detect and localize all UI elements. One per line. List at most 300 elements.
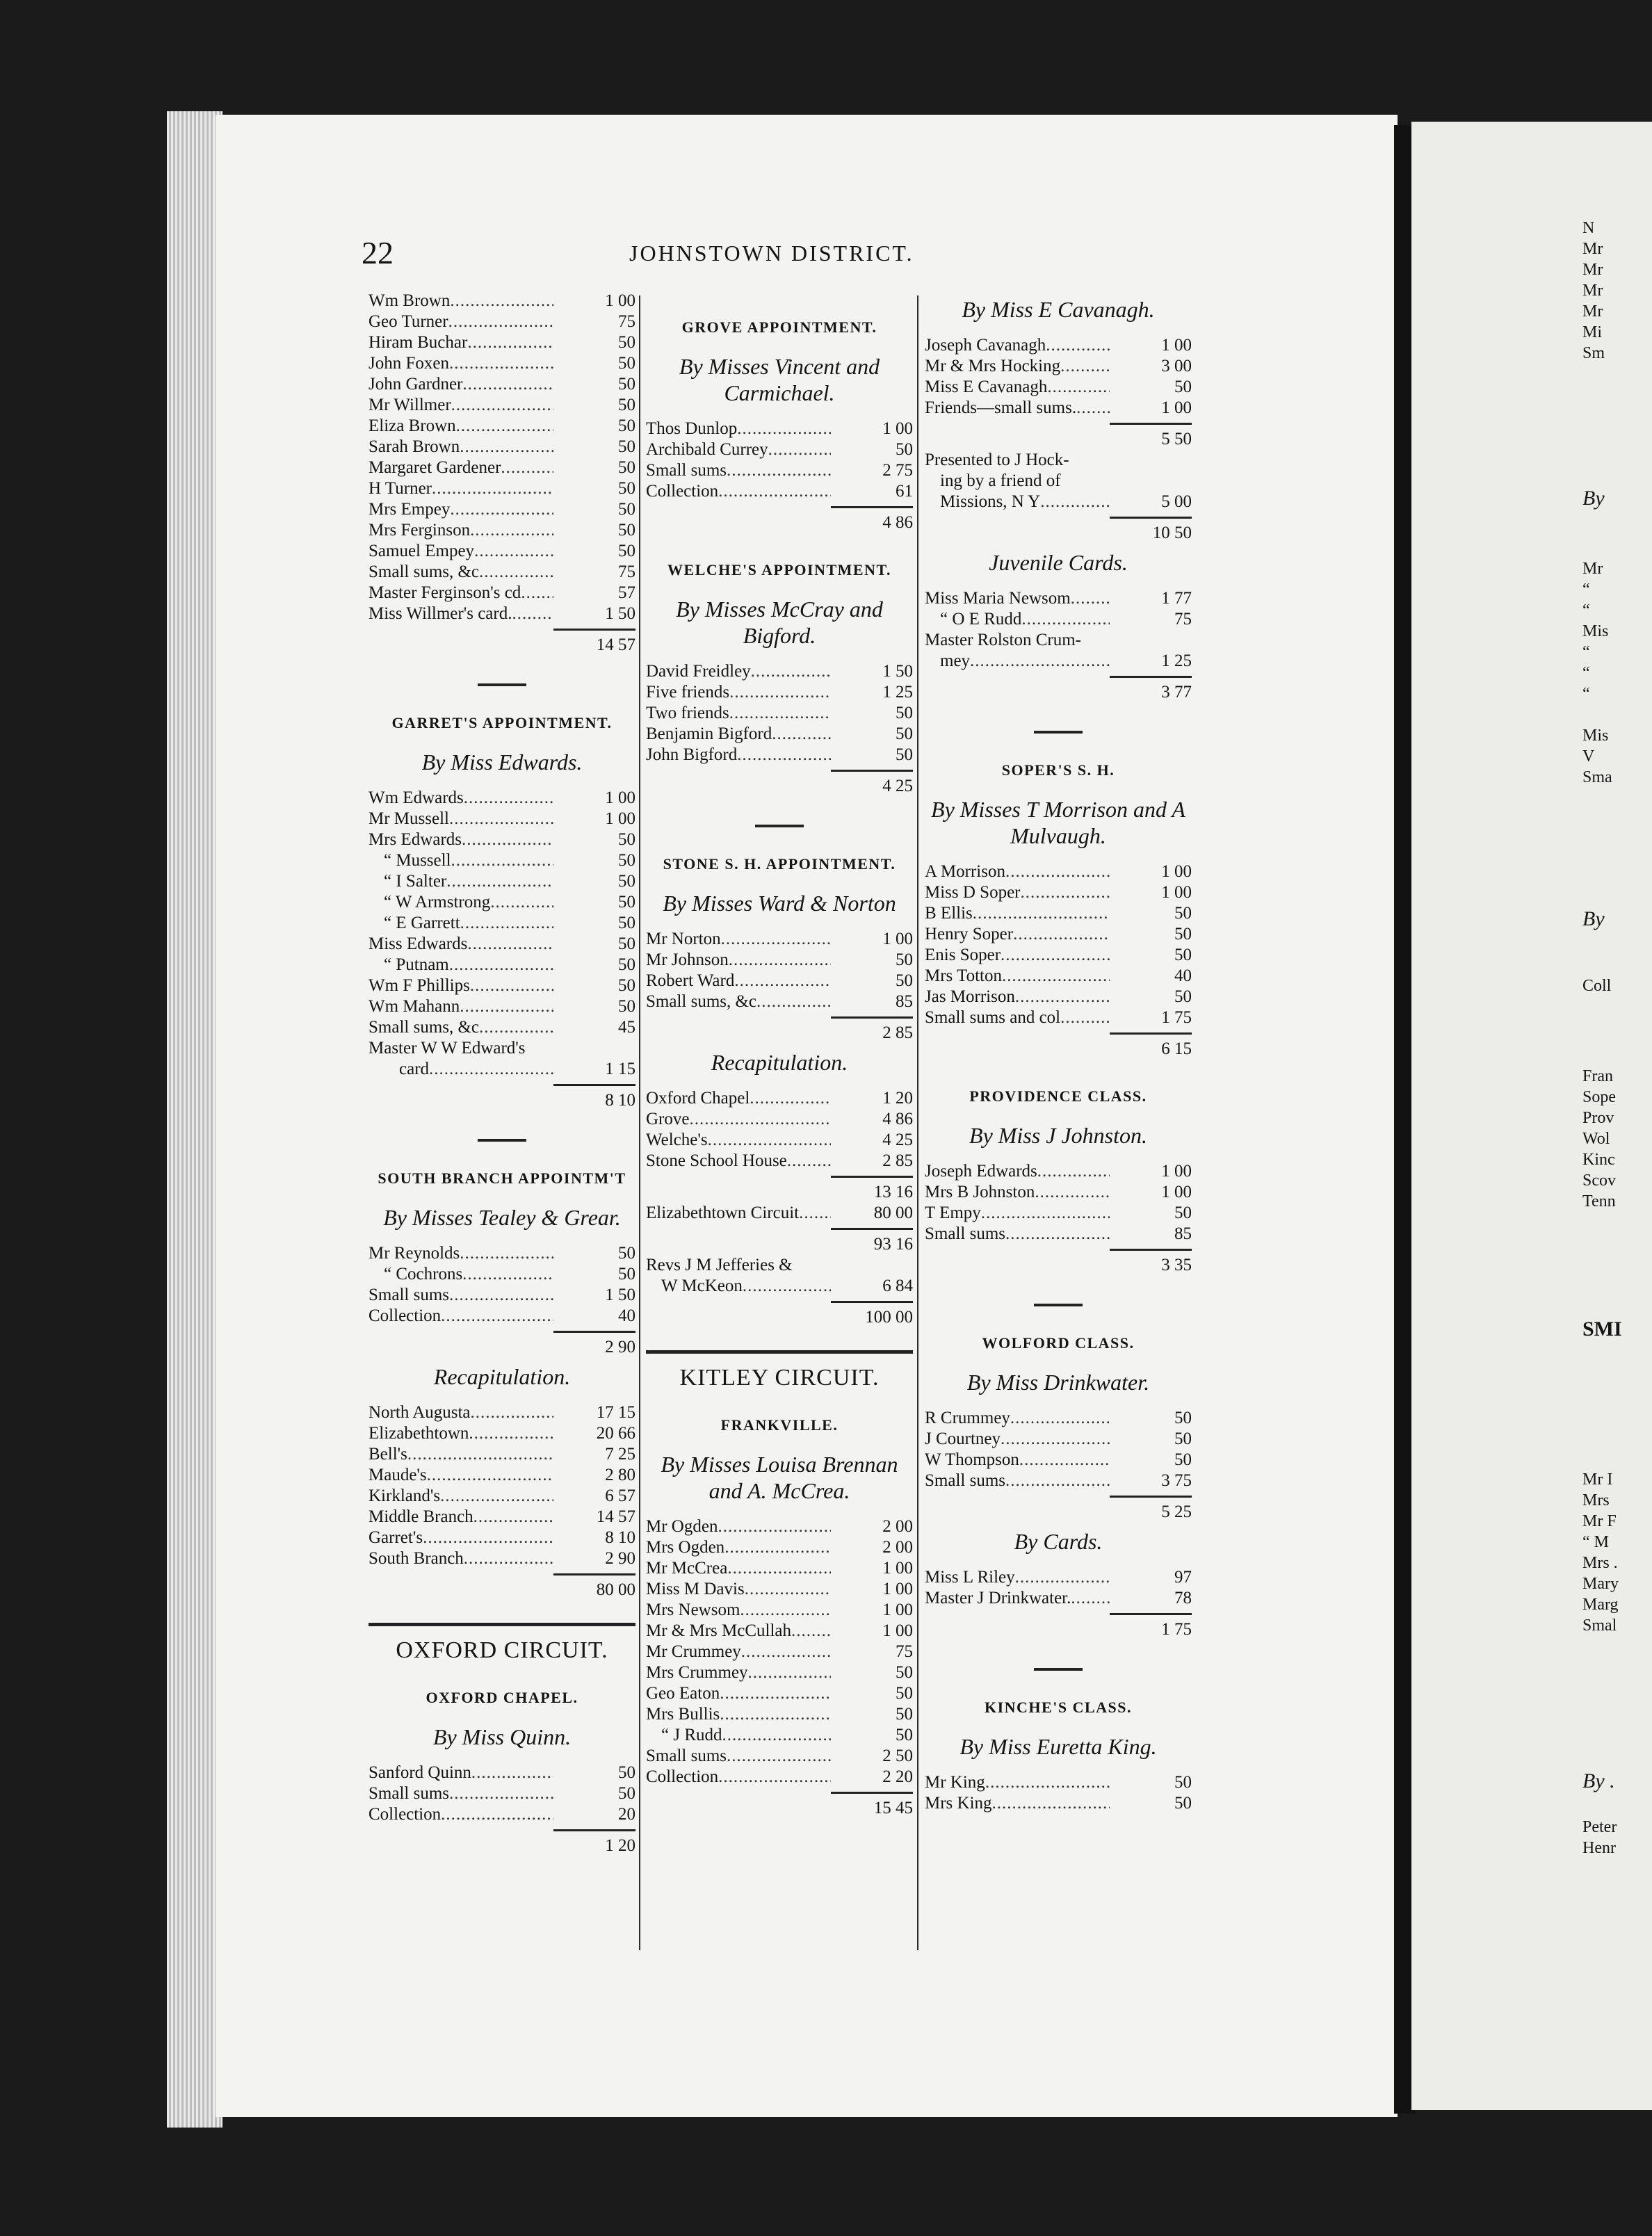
entry-amount: 57 — [618, 583, 635, 602]
entry-amount: 50 — [1174, 1794, 1192, 1813]
entry-row — [646, 1558, 913, 1579]
entry-row — [925, 492, 1192, 512]
leader-dots — [791, 1621, 831, 1642]
entry-name: mey — [940, 651, 971, 670]
entry-row — [369, 520, 635, 541]
leader-dots — [460, 913, 553, 934]
leader-dots — [718, 481, 831, 502]
entry-row — [369, 332, 635, 353]
entry-name: Wm Edwards — [369, 788, 464, 807]
entry-row — [646, 991, 913, 1012]
entry-name: Kirkland's — [369, 1486, 441, 1505]
facing-page-text: “ M — [1582, 1533, 1609, 1551]
facing-page-text: Sope — [1582, 1088, 1616, 1106]
entry-row — [369, 499, 635, 520]
subtotal — [646, 765, 913, 797]
entry-row — [369, 1783, 635, 1804]
collector-line: By Misses McCray and Bigford. — [676, 597, 883, 648]
entry-amount: 50 — [618, 333, 635, 352]
entry-row — [646, 724, 913, 745]
entry-name: Elizabethtown Circuit — [646, 1204, 800, 1222]
facing-page-text: Smal — [1582, 1617, 1617, 1635]
entry-amount: 14 57 — [596, 1507, 635, 1526]
entry-amount: 8 10 — [605, 1528, 635, 1547]
entry-name: Miss Maria Newsom — [925, 589, 1071, 608]
subtotal — [925, 512, 1192, 544]
entry-name: Miss L Riley — [925, 1568, 1015, 1587]
leader-dots — [441, 1306, 553, 1327]
short-rule — [478, 683, 526, 686]
entry-row — [646, 1746, 913, 1767]
entry-row — [925, 1471, 1192, 1491]
entry-amount: 4 25 — [882, 1131, 913, 1149]
entry-name: Small sums — [925, 1471, 1005, 1490]
leader-dots — [474, 541, 553, 562]
entry-name: Welche's — [646, 1131, 708, 1149]
leader-dots — [727, 1746, 831, 1767]
leader-dots — [718, 1767, 831, 1788]
facing-page-text: N — [1582, 219, 1595, 237]
entry-name: Master Ferginson's cd — [369, 583, 521, 602]
leader-dots — [440, 1486, 553, 1507]
entry-name: “ Mussell — [384, 851, 451, 870]
entry-amount: 1 50 — [605, 604, 635, 623]
entry-name: Collection — [646, 1767, 719, 1786]
entry-amount: 17 15 — [596, 1403, 635, 1422]
entry-name: Garret's — [369, 1528, 423, 1547]
leader-dots — [1015, 1567, 1110, 1588]
entry-amount: 50 — [618, 1763, 635, 1782]
entry-amount: 1 25 — [882, 683, 913, 702]
leader-dots — [1010, 1408, 1110, 1429]
leader-dots — [467, 934, 553, 955]
entry-row — [646, 1725, 913, 1746]
leader-dots — [1013, 924, 1110, 945]
entry-amount: 50 — [896, 1663, 913, 1682]
leader-dots — [462, 1264, 553, 1285]
entry-amount: 50 — [896, 1684, 913, 1703]
leader-dots — [427, 1465, 553, 1486]
leader-dots — [1040, 492, 1110, 512]
entry-name: Miss M Davis — [646, 1580, 745, 1598]
facing-page-text: Mary — [1582, 1575, 1619, 1593]
entry-name: Geo Turner — [369, 312, 448, 331]
entry-name: Wm F Phillips — [369, 976, 470, 995]
entry-row — [369, 1548, 635, 1569]
entry-row — [925, 335, 1192, 356]
leader-dots — [729, 682, 831, 703]
leader-dots — [970, 651, 1110, 672]
entry-row — [646, 1109, 913, 1130]
entry-name: Wm Brown — [369, 291, 451, 310]
subtotal-amount: 13 16 — [831, 1176, 913, 1203]
entry-row — [646, 929, 913, 950]
subtotal-amount: 8 10 — [553, 1084, 635, 1111]
leader-dots — [501, 457, 553, 478]
leader-dots — [467, 332, 553, 353]
entry-name: Thos Dunlop — [646, 419, 738, 438]
entry-name: Mrs Edwards — [369, 830, 462, 849]
entry-amount: 2 00 — [882, 1517, 913, 1536]
entry-row — [925, 588, 1192, 609]
entry-amount: 50 — [618, 872, 635, 891]
leader-dots — [460, 1243, 553, 1264]
entry-name: Collection — [646, 482, 719, 501]
entry-name: Revs J M Jefferies & — [646, 1256, 793, 1274]
leader-dots — [1035, 1182, 1110, 1203]
entry-row — [646, 703, 913, 724]
entry-row — [369, 541, 635, 562]
leader-dots — [1005, 1224, 1110, 1245]
entry-amount: 50 — [618, 997, 635, 1016]
entry-name: John Foxen — [369, 354, 449, 373]
entry-amount: 50 — [896, 724, 913, 743]
entry-name: Joseph Edwards — [925, 1162, 1037, 1181]
entry-name: A Morrison — [925, 862, 1005, 881]
entry-amount: 1 00 — [1161, 862, 1192, 881]
leader-dots — [708, 1130, 831, 1151]
entry-amount: 1 75 — [1161, 1008, 1192, 1027]
leader-dots — [1046, 335, 1110, 356]
leader-dots — [470, 975, 553, 996]
subtotal-amount: 1 75 — [1110, 1613, 1192, 1640]
entry-name: W McKeon — [661, 1277, 743, 1295]
entry-row — [646, 419, 913, 439]
entry-row — [369, 457, 635, 478]
entry-name: Miss Willmer's card. — [369, 604, 512, 623]
leader-dots — [737, 419, 831, 439]
entry-name: Mrs Newsom — [646, 1601, 740, 1619]
facing-page-text: Mis — [1582, 622, 1609, 640]
entry-row — [369, 1285, 635, 1306]
entry-name: Mrs King — [925, 1794, 992, 1813]
leader-dots — [1002, 966, 1110, 987]
entry-amount: 50 — [618, 1265, 635, 1283]
entry-row — [646, 1130, 913, 1151]
entry-name: “ J Rudd — [661, 1726, 722, 1744]
collector-line: By Miss Quinn. — [432, 1724, 572, 1749]
entry-name: Eliza Brown — [369, 416, 456, 435]
leader-dots — [750, 1088, 831, 1109]
leader-dots — [737, 745, 831, 765]
entry-amount: 20 66 — [596, 1424, 635, 1443]
entry-row — [925, 1203, 1192, 1224]
facing-page-text: Peter — [1582, 1818, 1617, 1836]
entry-row — [646, 1621, 913, 1642]
short-rule — [755, 825, 804, 827]
entry-name: Mrs Ferginson — [369, 521, 471, 540]
leader-dots — [449, 353, 553, 374]
entry-row — [646, 971, 913, 991]
entry-name: Master J Drinkwater. — [925, 1589, 1071, 1607]
facing-page-text: Henr — [1582, 1839, 1616, 1857]
leader-dots — [1019, 1450, 1110, 1471]
collector-line: By Miss Drinkwater. — [966, 1370, 1150, 1395]
entry-amount: 6 57 — [605, 1486, 635, 1505]
leader-dots — [768, 439, 831, 460]
entry-name: John Bigford — [646, 745, 738, 764]
leader-dots — [1001, 1429, 1110, 1450]
entry-row — [925, 966, 1192, 987]
entry-row — [925, 945, 1192, 966]
entry-row — [369, 850, 635, 871]
entry-amount: 1 00 — [882, 419, 913, 438]
leader-dots — [429, 1059, 553, 1080]
leader-dots — [718, 1516, 831, 1537]
entry-name: Mr Mussell — [369, 809, 449, 828]
facing-page-text: SMI — [1582, 1318, 1622, 1340]
leader-dots — [973, 903, 1110, 924]
subtotal — [646, 502, 913, 533]
leader-dots — [432, 478, 553, 499]
leader-dots — [451, 850, 553, 871]
collector-line: By Misses Ward & Norton — [663, 891, 896, 916]
leader-dots — [729, 950, 831, 971]
entry-row — [925, 1408, 1192, 1429]
leader-dots — [1060, 356, 1110, 377]
section-heading: WOLFORD CLASS. — [982, 1334, 1135, 1352]
facing-page-text: “ — [1582, 685, 1590, 703]
entry-amount: 80 00 — [873, 1204, 913, 1222]
entry-name: card — [399, 1060, 430, 1078]
facing-page-text: Prov — [1582, 1109, 1614, 1127]
entry-row — [369, 809, 635, 829]
entry-row — [646, 1151, 913, 1172]
entry-row — [369, 583, 635, 603]
entry-row — [925, 861, 1192, 882]
entry-name: Five friends — [646, 683, 730, 702]
entry-amount: 50 — [618, 934, 635, 953]
entry-name: Sarah Brown — [369, 437, 460, 456]
leader-dots — [512, 603, 553, 624]
entry-name: Enis Soper — [925, 946, 1001, 964]
section-heading: OXFORD CHAPEL. — [426, 1689, 578, 1706]
leader-dots — [1021, 882, 1110, 903]
entry-name: Small sums, &c — [646, 992, 757, 1011]
facing-page-fragment — [1411, 122, 1652, 2110]
section-heading: FRANKVILLE. — [720, 1416, 839, 1434]
subtotal — [925, 419, 1192, 450]
entry-amount: 1 77 — [1161, 589, 1192, 608]
facing-page-text: By — [1582, 487, 1605, 510]
leader-dots — [456, 416, 553, 437]
entry-name: Small sums — [369, 1286, 449, 1304]
leader-dots — [1005, 861, 1110, 882]
entry-name: Mr & Mrs McCullah — [646, 1621, 792, 1640]
leader-dots — [1037, 1161, 1110, 1182]
section-heading: SOPER'S S. H. — [1001, 761, 1115, 779]
section-heading: GARRET'S APPOINTMENT. — [391, 714, 613, 731]
facing-page-text: Marg — [1582, 1596, 1619, 1614]
entry-row — [369, 1243, 635, 1264]
entry-row — [369, 934, 635, 955]
entry-name: Mrs Totton — [925, 966, 1002, 985]
circuit-heading: OXFORD CIRCUIT. — [396, 1637, 608, 1663]
entry-amount: 1 00 — [882, 1559, 913, 1578]
entry-row — [369, 996, 635, 1017]
subtotal — [925, 1491, 1192, 1523]
entry-amount: 78 — [1174, 1589, 1192, 1607]
entry-amount: 7 25 — [605, 1445, 635, 1464]
entry-name: Small sums — [646, 1747, 727, 1765]
entry-amount: 2 75 — [882, 461, 913, 480]
short-rule — [1034, 1668, 1083, 1671]
entry-row — [646, 745, 913, 765]
entry-name: Middle Branch — [369, 1507, 473, 1526]
entry-amount: 50 — [896, 745, 913, 764]
entry-name: Master W W Edward's — [369, 1039, 526, 1058]
subtotal — [369, 1825, 635, 1856]
entry-name: Collection — [369, 1805, 442, 1824]
entry-name: “ O E Rudd — [940, 610, 1022, 629]
entry-name: John Gardner — [369, 375, 463, 394]
entry-row — [369, 892, 635, 913]
leader-dots — [450, 499, 553, 520]
subtotal-amount: 5 25 — [1110, 1496, 1192, 1523]
entry-name: South Branch — [369, 1549, 464, 1568]
entry-amount: 50 — [896, 704, 913, 722]
leader-dots — [799, 1203, 831, 1224]
facing-page-text: Scov — [1582, 1172, 1616, 1190]
subtotal — [925, 1609, 1192, 1640]
section-heading: KINCHE'S CLASS. — [984, 1699, 1132, 1716]
entry-row — [646, 460, 913, 481]
leader-dots — [1060, 1007, 1110, 1028]
entry-amount: 50 — [618, 893, 635, 912]
entry-name: Miss Edwards — [369, 934, 468, 953]
entry-row — [369, 291, 635, 311]
entry-row — [646, 1683, 913, 1704]
facing-page-text: By . — [1582, 1769, 1615, 1792]
entry-amount: 50 — [1174, 1773, 1192, 1792]
entry-row — [369, 311, 635, 332]
entry-row — [925, 398, 1192, 419]
entry-amount: 4 86 — [882, 1110, 913, 1128]
entry-row — [369, 1486, 635, 1507]
leader-dots — [448, 311, 553, 332]
entry-row — [925, 1567, 1192, 1588]
facing-page-text: Mrs — [1582, 1491, 1610, 1509]
leader-dots — [689, 1109, 831, 1130]
entry-row — [925, 1588, 1192, 1609]
subtotal — [646, 1012, 913, 1044]
leader-dots — [741, 1642, 831, 1662]
leader-dots — [748, 1662, 831, 1683]
entry-name: Mr Johnson — [646, 950, 729, 969]
section-heading: GROVE APPOINTMENT. — [681, 318, 877, 336]
entry-name: David Freidley — [646, 662, 751, 681]
entry-row — [925, 1161, 1192, 1182]
entry-amount: 2 80 — [605, 1466, 635, 1484]
leader-dots — [740, 1600, 831, 1621]
entry-amount: 50 — [618, 521, 635, 540]
entry-row — [646, 1600, 913, 1621]
entry-row — [646, 439, 913, 460]
entry-amount: 40 — [618, 1306, 635, 1325]
entry-name: R Crummey — [925, 1409, 1010, 1427]
entry-amount: 50 — [618, 542, 635, 560]
entry-row — [646, 682, 913, 703]
subtotal-amount: 6 15 — [1110, 1032, 1192, 1060]
facing-page-text: Mr I — [1582, 1471, 1613, 1489]
entry-name: Mrs B Johnston — [925, 1183, 1035, 1201]
subtotal-amount: 93 16 — [831, 1228, 913, 1255]
facing-page-text: Fran — [1582, 1067, 1613, 1085]
entry-amount: 2 90 — [605, 1549, 635, 1568]
entry-amount: 50 — [1174, 925, 1192, 943]
entry-name: North Augusta — [369, 1403, 471, 1422]
entry-amount: 75 — [618, 312, 635, 331]
facing-page-text: Wol — [1582, 1130, 1610, 1148]
entry-amount: 1 00 — [1161, 1162, 1192, 1181]
entry-row — [925, 1007, 1192, 1028]
entry-row — [925, 377, 1192, 398]
entry-name: Small sums — [369, 1784, 449, 1803]
entry-row — [925, 1793, 1192, 1814]
entry-name: Joseph Cavanagh — [925, 336, 1046, 355]
subtotal — [925, 1028, 1192, 1060]
entry-name: “ W Armstrong — [384, 893, 491, 912]
entry-amount: 2 50 — [882, 1747, 913, 1765]
entry-amount: 85 — [1174, 1224, 1192, 1243]
subtotal-amount: 1 20 — [553, 1829, 635, 1856]
column-1 — [369, 291, 635, 1856]
leader-dots — [787, 1151, 831, 1172]
subtotal — [369, 1327, 635, 1358]
entry-amount: 50 — [896, 1726, 913, 1744]
entry-row — [369, 603, 635, 624]
entry-name: Collection — [369, 1306, 442, 1325]
entry-amount: 50 — [618, 500, 635, 519]
entry-row — [369, 1306, 635, 1327]
entry-amount: 50 — [1174, 1204, 1192, 1222]
section-heading: SOUTH BRANCH APPOINTM'T — [378, 1169, 626, 1187]
leader-dots — [745, 1579, 831, 1600]
leader-dots — [981, 1203, 1110, 1224]
entry-amount: 20 — [618, 1805, 635, 1824]
entry-row — [369, 1038, 635, 1059]
collector-line: By Misses T Morrison and A Mulvaugh. — [931, 797, 1185, 848]
entry-row — [925, 651, 1192, 672]
entry-row — [369, 1059, 635, 1080]
entry-amount: 50 — [1174, 946, 1192, 964]
entry-row — [369, 1804, 635, 1825]
entry-row — [369, 395, 635, 416]
leader-dots — [1021, 609, 1110, 630]
entry-amount: 61 — [896, 482, 913, 501]
entry-amount: 75 — [896, 1642, 913, 1661]
subtotal — [369, 1080, 635, 1111]
entry-name: Mrs Ogden — [646, 1538, 725, 1557]
subtotal — [369, 1569, 635, 1601]
entry-row — [925, 1772, 1192, 1793]
leader-dots — [460, 996, 553, 1017]
entry-amount: 50 — [618, 851, 635, 870]
entry-amount: 50 — [896, 1705, 913, 1724]
collector-line: Recapitulation. — [433, 1364, 571, 1389]
facing-page-text: Sma — [1582, 768, 1612, 786]
entry-name: Henry Soper — [925, 925, 1014, 943]
entry-name: Robert Ward — [646, 971, 735, 990]
subtotal-amount: 2 90 — [553, 1331, 635, 1358]
subtotal — [646, 1224, 913, 1255]
entry-amount: 50 — [1174, 904, 1192, 923]
entry-amount: 50 — [618, 830, 635, 849]
entry-row — [369, 1402, 635, 1423]
entry-amount: 50 — [618, 375, 635, 394]
entry-name: Wm Mahann — [369, 997, 460, 1016]
leader-dots — [462, 829, 553, 850]
